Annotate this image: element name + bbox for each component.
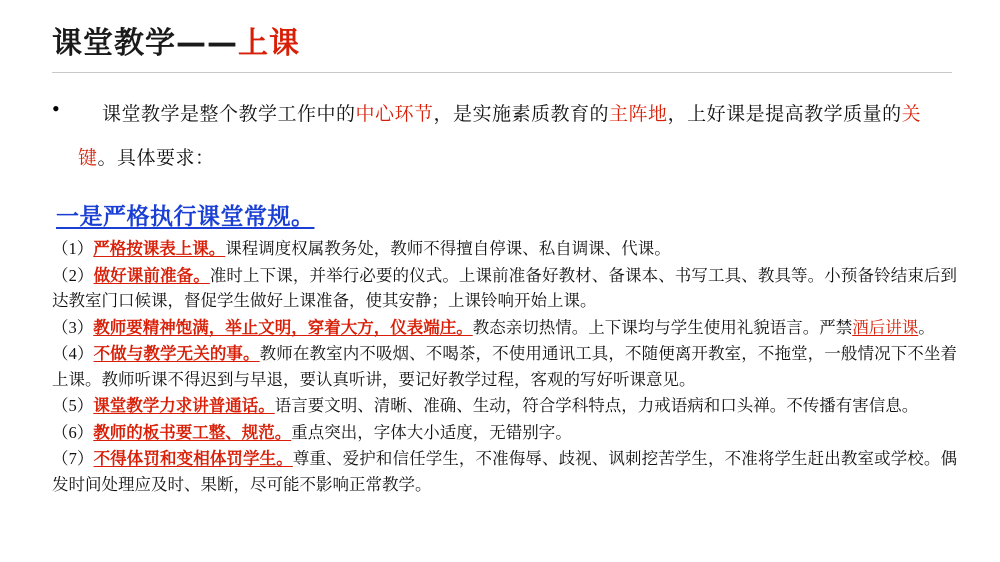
requirements-list (52, 236, 957, 498)
list-item-body: 重点突出，字体大小适度，无错别字。 (291, 422, 572, 442)
intro-seg-3: ，上好课是提高教学质量的 (667, 103, 902, 125)
bullet-icon: • (52, 96, 60, 121)
intro-red-3: 关键 (78, 103, 922, 169)
list-item-body: 语言要文明、清晰、准确、生动，符合学科特点，力戒语病和口头禅。不传播有害信息。 (274, 396, 919, 415)
list-item-body: 尊重、爱护和信任学生，不准侮辱、歧视、讽刺挖苦学生，不准将学生赶出教室或学校。偶发时间处理应及时、果断，尽可能不影响正常教学。 (52, 449, 958, 494)
list-item-number: （1） (52, 239, 94, 258)
list-item-number: （4） (52, 344, 94, 363)
list-item-lead: 教师要精神饱满，举止文明，穿着大方，仪表端庄。 (93, 317, 473, 337)
list-item (52, 263, 957, 314)
title-divider (52, 72, 952, 73)
intro-red-2: 主阵地 (609, 103, 668, 125)
list-item (52, 236, 957, 262)
intro-seg-2: ，是实施素质教育的 (433, 103, 610, 125)
list-item-number: （2） (52, 265, 94, 285)
list-item (52, 393, 957, 419)
intro-text (78, 92, 952, 180)
list-item-number: （6） (52, 422, 94, 442)
list-item-body: 准时上下课，并举行必要的仪式。上课前准备好教材、备课本、书写工具、教具等。小预备铃结束后到达教室门口候课，督促学生做好上课准备，使其安静；上课铃响开始上课。 (52, 265, 958, 310)
intro-row (52, 92, 952, 180)
list-item-lead: 不做与教学无关的事。 (93, 344, 260, 363)
list-item-body: 课程调度权属教务处，教师不得擅自停课、私自调课、代课。 (225, 239, 671, 258)
intro-seg-4: 。具体要求： (97, 147, 215, 169)
page-title-accent: 上课 (238, 26, 300, 61)
list-item (52, 420, 957, 446)
list-item-body: 教师在教室内不吸烟、不喝茶，不使用通讯工具，不随便离开教室，不拖堂，一般情况下不坐着上课。教师听课不得迟到与早退，要认真听讲，要记好教学过程，客观的写好听课意见。 (52, 344, 958, 389)
list-item (52, 341, 957, 392)
intro-red-1: 中心环节 (355, 103, 434, 125)
list-item (52, 446, 957, 497)
list-item-lead: 做好课前准备。 (93, 265, 210, 285)
section-heading: 一是严格执行课堂常规。 (56, 204, 315, 230)
list-item-lead: 严格按课表上课。 (93, 239, 226, 258)
slide-title-area (52, 18, 952, 62)
list-item-number: （3） (52, 317, 94, 337)
list-item-tail: 。 (918, 317, 935, 337)
list-item-lead: 不得体罚和变相体罚学生。 (93, 449, 293, 468)
list-item (52, 315, 957, 341)
list-item-body: 教态亲切热情。上下课均与学生使用礼貌语言。严禁 (472, 317, 853, 337)
intro-seg-1: 课堂教学是整个教学工作中的 (102, 103, 356, 125)
list-item-tail-accent: 酒后讲课 (852, 317, 919, 337)
list-item-lead: 课堂教学力求讲普通话。 (93, 396, 275, 415)
page-title-main: 课堂教学—— (52, 26, 238, 61)
page-title (52, 18, 952, 62)
intro-paragraph (52, 92, 952, 180)
list-item-number: （7） (52, 449, 94, 468)
list-item-number: （5） (52, 396, 94, 415)
list-item-lead: 教师的板书要工整、规范。 (93, 422, 292, 442)
